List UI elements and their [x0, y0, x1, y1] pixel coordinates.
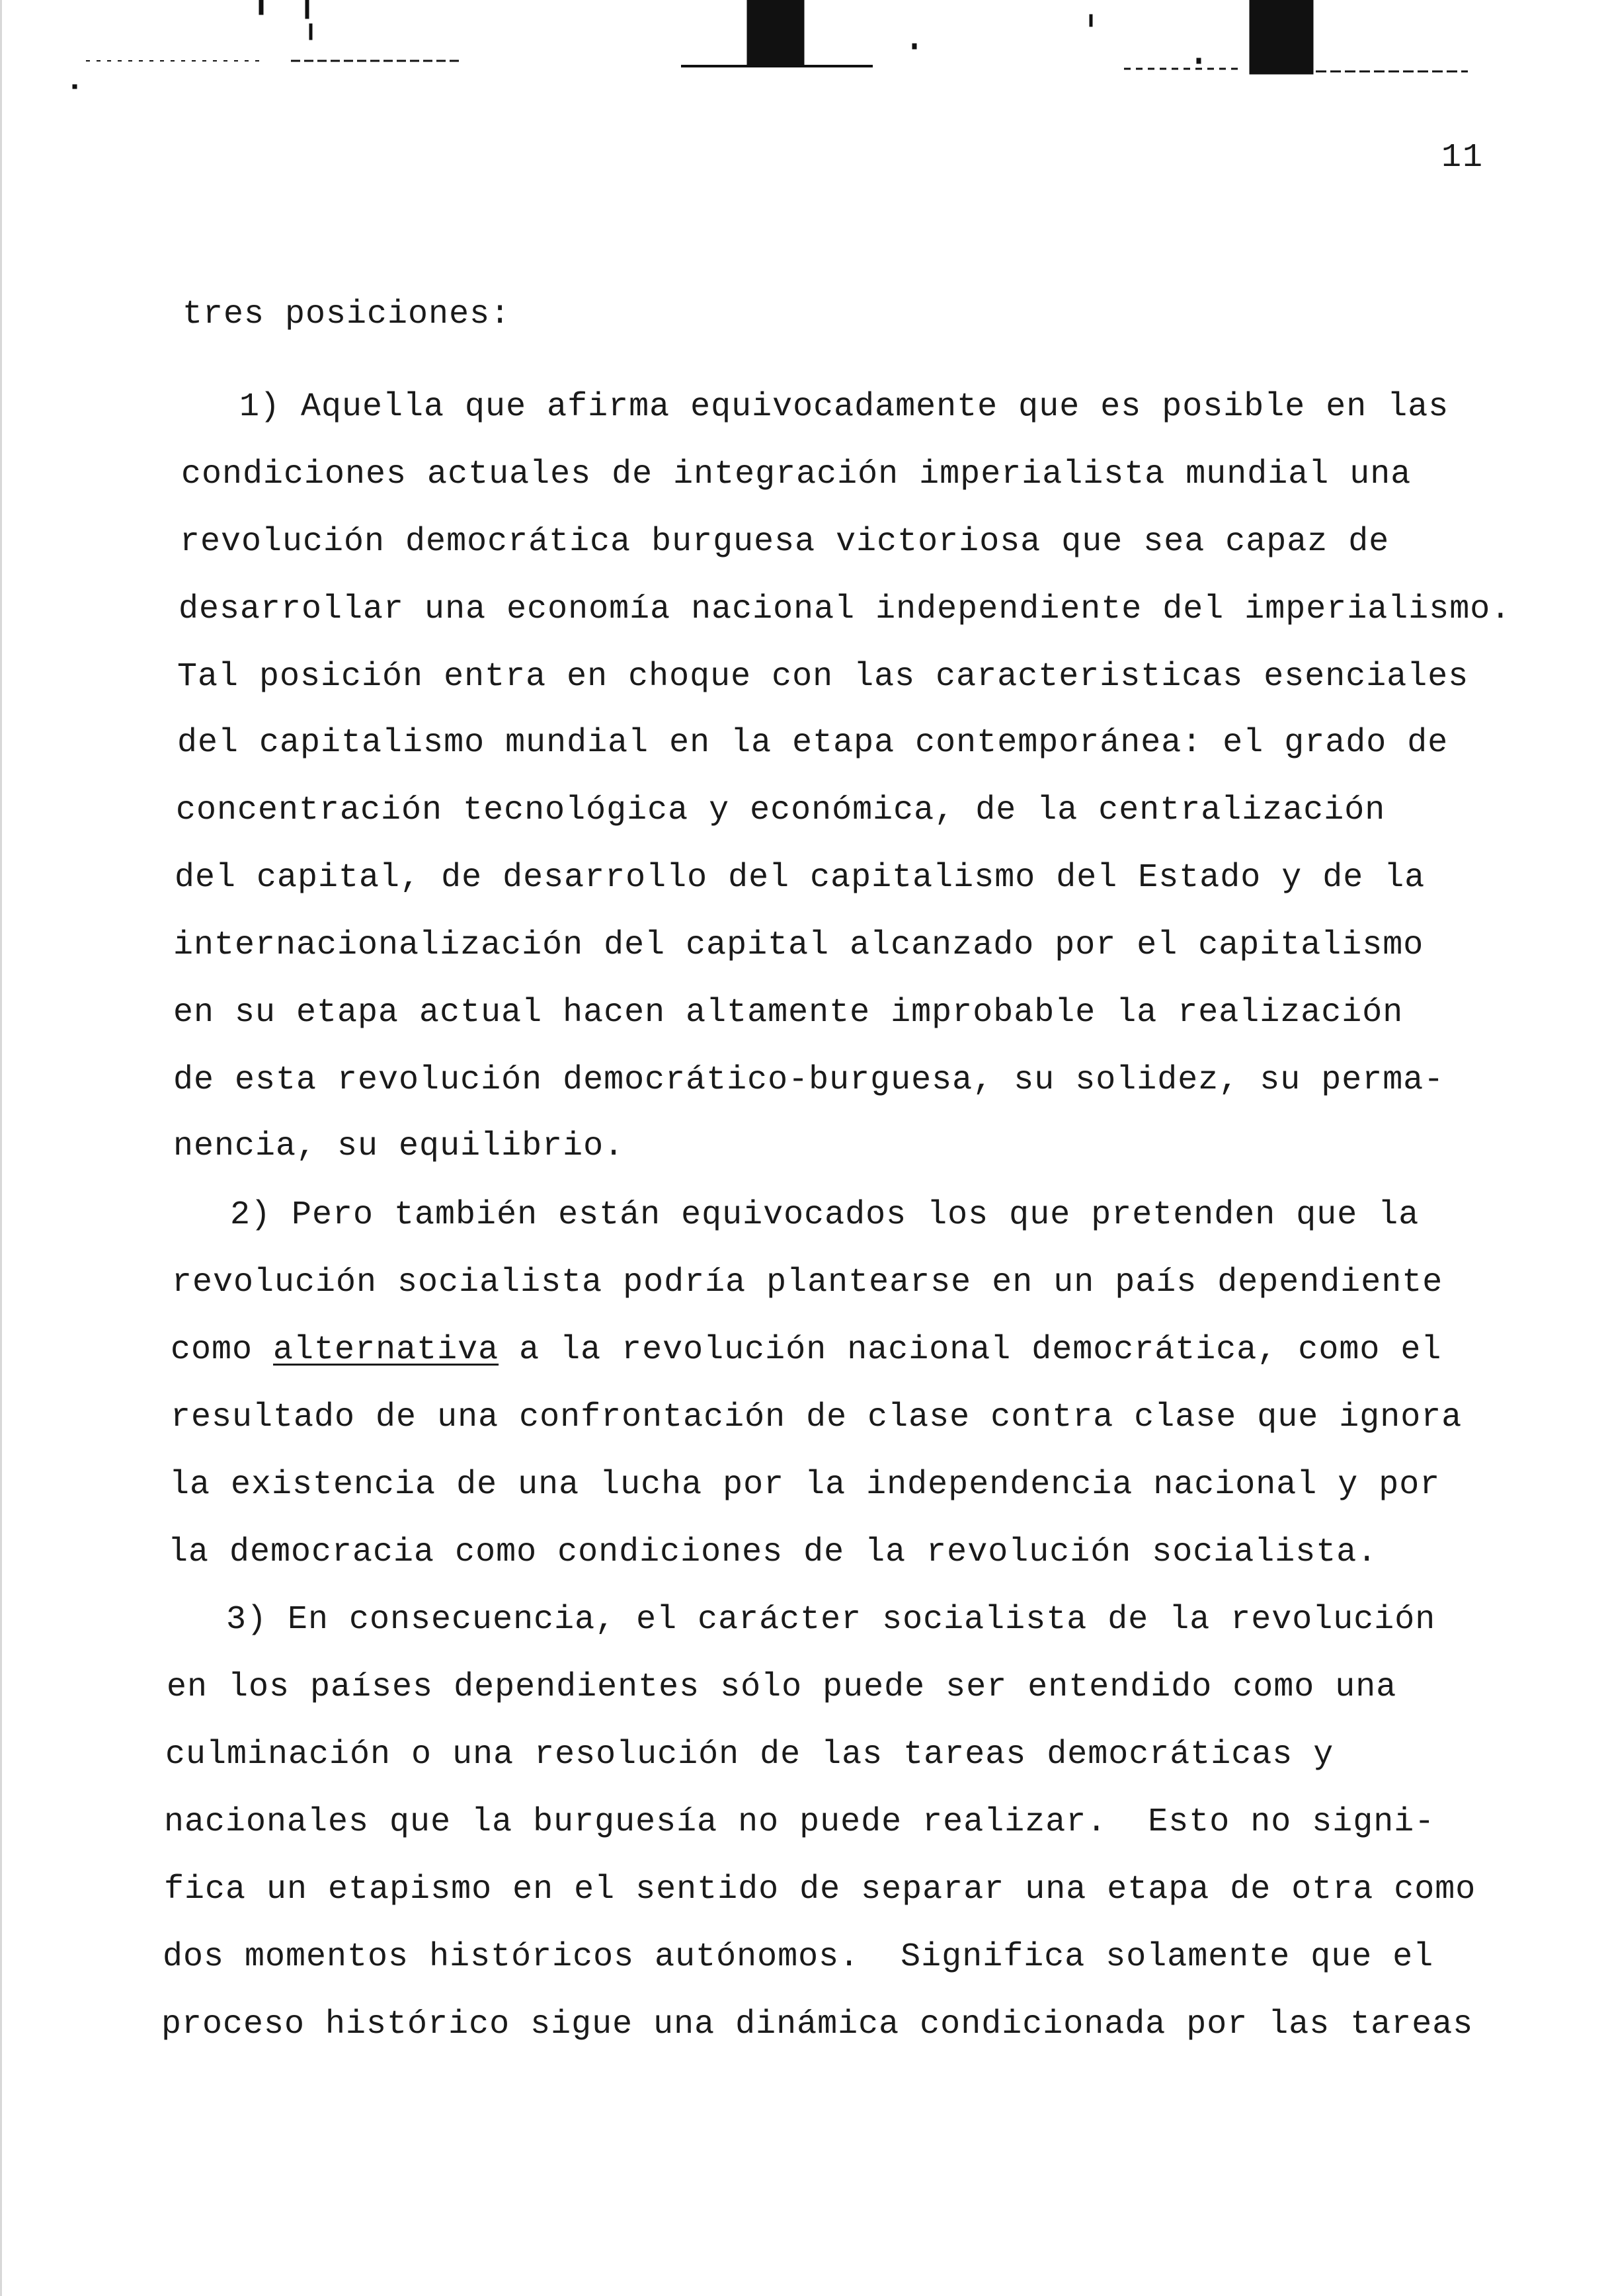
text-line: del capitalismo mundial en la etapa contemporánea: el grado de: [177, 724, 1449, 762]
text-line: revolución democrática burguesa victoriosa que sea capaz de: [180, 523, 1390, 561]
text-line: 3) En consecuencia, el carácter socialista de la revolución: [226, 1601, 1436, 1639]
text-line: en los países dependientes sólo puede ser entendido como una: [167, 1668, 1397, 1706]
underlined-word: alternativa: [273, 1331, 499, 1369]
text-line: Tal posición entra en choque con las caracteristicas esenciales: [177, 658, 1469, 696]
text-line: la democracia como condiciones de la revolución socialista.: [168, 1534, 1378, 1571]
text-line: del capital, de desarrollo del capitalismo del Estado y de la: [175, 859, 1426, 897]
text-line: nacionales que la burguesía no puede realizar. Esto no signi-: [164, 1803, 1435, 1841]
text-line: en su etapa actual hacen altamente improbable la realización: [173, 994, 1404, 1032]
page-left-edge: [0, 0, 2, 2296]
text-line: fica un etapismo en el sentido de separar una etapa de otra como: [164, 1871, 1476, 1908]
text-line: resultado de una confrontación de clase contra clase que ignora: [171, 1399, 1463, 1436]
text-line: proceso histórico sigue una dinámica condicionada por las tareas: [161, 2006, 1474, 2043]
text-line: concentración tecnológica y económica, de la centralización: [176, 792, 1386, 829]
text-line: internacionalización del capital alcanzado por el capitalismo: [173, 926, 1424, 964]
text-line: 1) Aquella que afirma equivocadamente que es posible en las: [239, 388, 1449, 426]
text-line: tres posiciones:: [182, 296, 511, 333]
text-line: dos momentos históricos autónomos. Significa solamente que el: [163, 1938, 1434, 1976]
scan-artifacts: [0, 0, 1608, 93]
text-segment: a la revolución nacional democrática, como el: [519, 1331, 1442, 1369]
text-line: condiciones actuales de integración imperialista mundial una: [181, 456, 1412, 493]
text-line: de esta revolución democrático-burguesa, su solidez, su perma-: [173, 1061, 1445, 1099]
page-number: 11: [1441, 139, 1484, 177]
text-line: desarrollar una economía nacional independiente del imperialismo.: [179, 591, 1511, 628]
text-line: 2) Pero también están equivocados los que pretenden que la: [230, 1196, 1420, 1234]
text-line: [171, 1331, 1441, 1370]
text-segment: como: [171, 1331, 253, 1369]
text-line: nencia, su equilibrio.: [173, 1128, 625, 1165]
text-line: revolución socialista podría plantearse en un país dependiente: [172, 1264, 1443, 1301]
text-line: la existencia de una lucha por la independencia nacional y por: [169, 1466, 1441, 1504]
text-line: culminación o una resolución de las tareas democráticas y: [165, 1736, 1334, 1774]
